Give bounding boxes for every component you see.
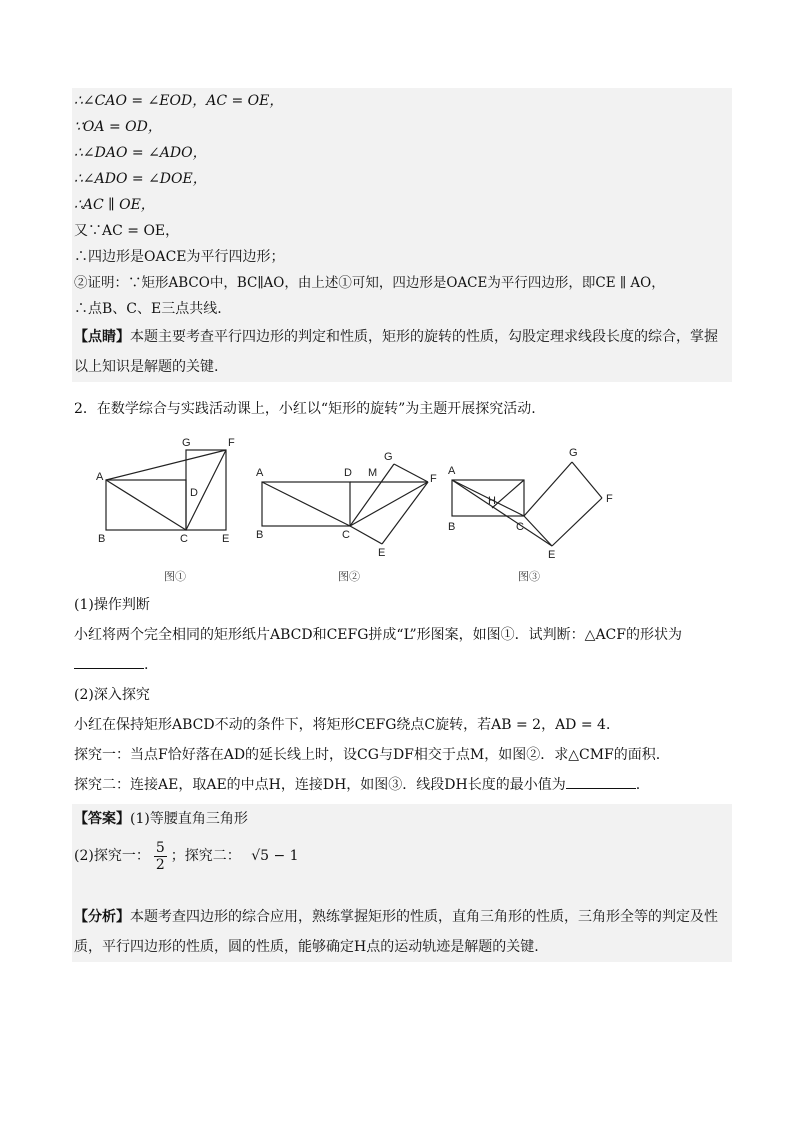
fig1-label-E: E bbox=[222, 533, 230, 545]
fig1-label-F: F bbox=[228, 437, 235, 449]
fig3-label-B: B bbox=[448, 521, 456, 533]
problem-intro: 2．在数学综合与实践活动课上，小红以“矩形的旋转”为主题开展探究活动. bbox=[74, 401, 536, 417]
fig2-label-D: D bbox=[344, 467, 352, 479]
figure-3 bbox=[452, 462, 602, 546]
fig3-caption: 图③ bbox=[518, 571, 540, 583]
answer-blank-1[interactable] bbox=[74, 654, 144, 669]
part2-title: (2)深入探究 bbox=[74, 687, 150, 703]
answer-part2-mid: ；探究二： bbox=[170, 848, 241, 864]
fig2-label-F: F bbox=[430, 473, 437, 485]
figure-1 bbox=[106, 450, 226, 530]
fig2-label-A: A bbox=[256, 467, 264, 479]
fig2-label-C: C bbox=[342, 529, 350, 541]
analysis-text: 本题考查四边形的综合应用，熟练掌握矩形的性质，直角三角形的性质，三角形全等的判定及性质，平行四边形的性质，圆的性质，能够确定H点的运动轨迹是解题的关键. bbox=[74, 909, 718, 955]
proof-line-4: ∴∠ADO = ∠DOE， bbox=[74, 171, 207, 187]
fig3-label-F: F bbox=[606, 493, 613, 505]
fig1-label-G: G bbox=[182, 437, 191, 449]
fraction-denominator: 2 bbox=[155, 856, 165, 873]
answer-part2-value: √5 − 1 bbox=[251, 848, 299, 864]
answer-label: 【答案】 bbox=[74, 811, 130, 827]
fig2-label-B: B bbox=[256, 529, 264, 541]
geometry-figures bbox=[72, 434, 732, 586]
answer-blank-2[interactable] bbox=[566, 774, 636, 789]
proof-line-5: ∴AC ∥ OE， bbox=[74, 197, 155, 213]
part1-question: 小红将两个完全相同的矩形纸片ABCD和CEFG拼成“L”形图案，如图①．试判断：△ACF的形状为 bbox=[74, 627, 682, 643]
proof-block bbox=[72, 88, 732, 382]
fraction-five-halves bbox=[154, 840, 167, 873]
fig1-label-C: C bbox=[180, 533, 188, 545]
document-page bbox=[72, 88, 732, 962]
part2-text: 小红在保持矩形ABCD不动的条件下，将矩形CEFG绕点C旋转，若AB = 2，AD = 4． bbox=[74, 717, 620, 733]
part1-end: . bbox=[144, 657, 149, 673]
answer-block bbox=[72, 804, 732, 962]
fig1-label-D: D bbox=[190, 487, 198, 499]
answer-line-2 bbox=[72, 834, 732, 878]
proof-line-3: ∴∠DAO = ∠ADO， bbox=[74, 145, 207, 161]
part1-answer-blank-line bbox=[72, 650, 732, 680]
dianjing-label: 【点睛】 bbox=[74, 329, 130, 345]
fig2-caption: 图② bbox=[338, 571, 360, 583]
fig1-caption: 图① bbox=[164, 571, 186, 583]
fig3-label-C: C bbox=[516, 521, 524, 533]
answer-part2-prefix: (2)探究一： bbox=[74, 848, 150, 864]
proof-line-7: ∴四边形是OACE为平行四边形； bbox=[74, 249, 285, 265]
fig2-label-G: G bbox=[384, 451, 393, 463]
analysis-paragraph bbox=[72, 902, 732, 962]
explore-2: 探究二：连接AE，取AE的中点H，连接DH，如图③．线段DH长度的最小值为 bbox=[74, 777, 566, 793]
fig1-label-B: B bbox=[98, 533, 106, 545]
dianjing-paragraph bbox=[72, 322, 732, 382]
explore-2-end: . bbox=[635, 777, 641, 793]
figures-row bbox=[72, 434, 732, 586]
analysis-label: 【分析】 bbox=[74, 909, 130, 925]
proof-line-6: 又∵AC = OE， bbox=[74, 223, 180, 239]
fraction-numerator: 5 bbox=[155, 839, 165, 856]
fig3-label-H: H bbox=[488, 495, 496, 507]
fig3-label-G: G bbox=[569, 447, 578, 459]
fig2-label-E: E bbox=[378, 547, 386, 559]
answer-line-1 bbox=[72, 804, 732, 834]
fig1-label-A: A bbox=[96, 471, 104, 483]
explore-1: 探究一：当点F恰好落在AD的延长线上时，设CG与DF相交于点M，如图②．求△CMF的面积. bbox=[74, 747, 661, 763]
explore-2-line bbox=[72, 770, 732, 800]
answer-part1: (1)等腰直角三角形 bbox=[130, 811, 248, 827]
part1-text bbox=[72, 620, 732, 650]
proof-line-9: ∴点B、C、E三点共线. bbox=[74, 301, 222, 317]
proof-line-2: ∵OA = OD， bbox=[74, 119, 162, 135]
fig3-label-A: A bbox=[448, 465, 456, 477]
proof-line-8: ②证明：∵矩形ABCO中，BC∥AO，由上述①可知，四边形是OACE为平行四边形，即CE ∥ AO， bbox=[74, 275, 665, 291]
fig3-label-E: E bbox=[548, 549, 556, 561]
dianjing-text: 本题主要考查平行四边形的判定和性质，矩形的旋转的性质，勾股定理求线段长度的综合，掌握以上知识是解题的关键. bbox=[74, 329, 718, 375]
proof-line-1: ∴∠CAO = ∠EOD，AC = OE， bbox=[74, 93, 284, 109]
part1-title: (1)操作判断 bbox=[74, 597, 150, 613]
fig2-label-M: M bbox=[368, 467, 378, 479]
